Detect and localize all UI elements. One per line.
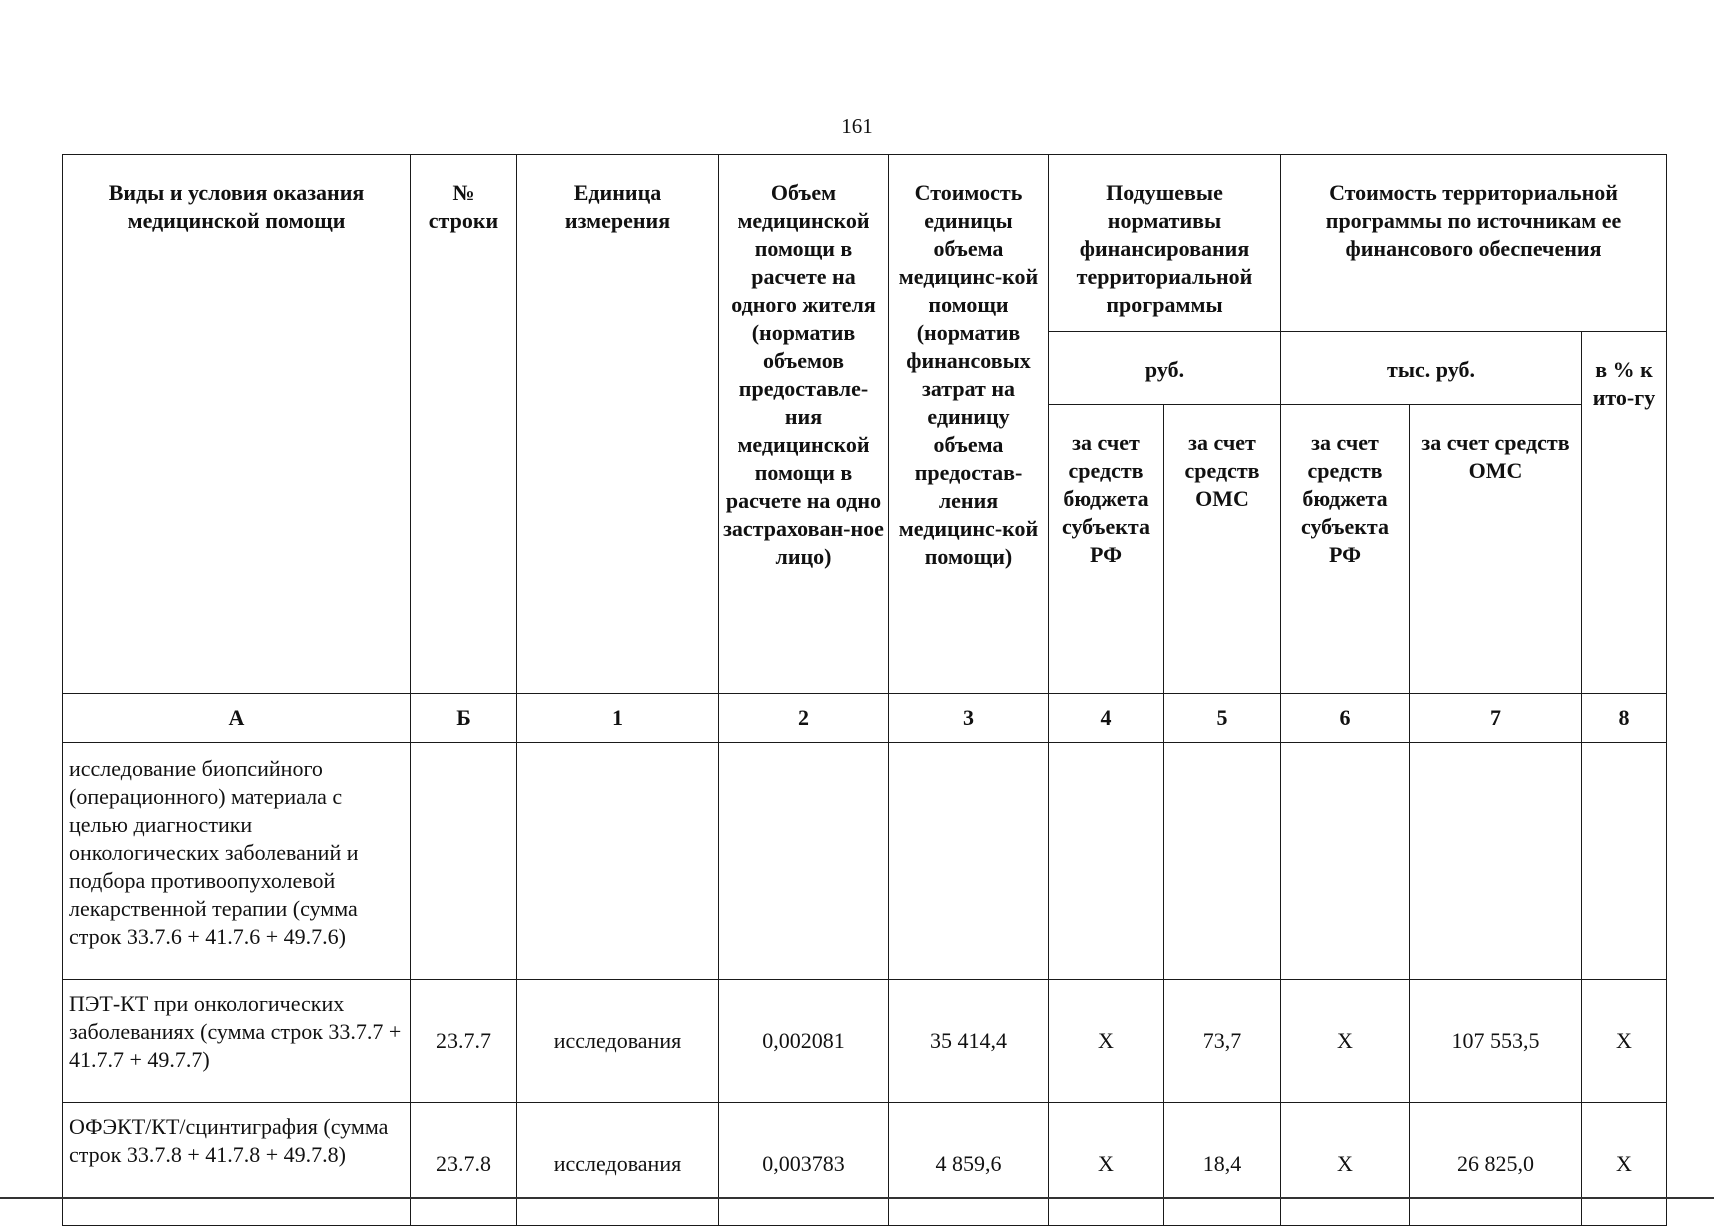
- header-col-5: за счет средств ОМС: [1164, 405, 1281, 694]
- row-cost: 35 414,4: [889, 980, 1049, 1103]
- index-cell: 6: [1281, 694, 1410, 743]
- row-name: ОФЭКТ/КТ/сцинтиграфия (сумма строк 33.7.8 + 41.7.8 + 49.7.8): [63, 1103, 411, 1226]
- row-col-5: 18,4: [1164, 1103, 1281, 1226]
- row-line: [411, 743, 517, 980]
- row-col-8: Х: [1582, 980, 1667, 1103]
- header-col-8: в % к ито-гу: [1582, 332, 1667, 694]
- index-cell: 7: [1410, 694, 1582, 743]
- index-cell: 5: [1164, 694, 1281, 743]
- row-name: ПЭТ-КТ при онкологических заболеваниях (сумма строк 33.7.7 + 41.7.7 + 49.7.7): [63, 980, 411, 1103]
- row-volume: 0,003783: [719, 1103, 889, 1226]
- row-col-4: Х: [1049, 980, 1164, 1103]
- row-col-7: 26 825,0: [1410, 1103, 1582, 1226]
- row-line: 23.7.7: [411, 980, 517, 1103]
- row-unit: исследования: [517, 1103, 719, 1226]
- index-cell: 1: [517, 694, 719, 743]
- table-row: [63, 980, 1667, 1103]
- bottom-rule: [0, 1197, 1714, 1199]
- row-line: 23.7.8: [411, 1103, 517, 1226]
- header-col-4: за счет средств бюджета субъекта РФ: [1049, 405, 1164, 694]
- index-cell: 4: [1049, 694, 1164, 743]
- row-col-6: Х: [1281, 980, 1410, 1103]
- header-col-3: Стоимость единицы объема медицинс-кой помощи (норматив финансовых затрат на единицу объема предостав-ления медицинс-кой помощи): [889, 155, 1049, 694]
- row-volume: 0,002081: [719, 980, 889, 1103]
- row-col-5: [1164, 743, 1281, 980]
- index-cell: Б: [411, 694, 517, 743]
- financing-table: [62, 154, 1667, 1226]
- index-cell: А: [63, 694, 411, 743]
- row-cost: [889, 743, 1049, 980]
- table-row: [63, 1103, 1667, 1226]
- row-unit: исследования: [517, 980, 719, 1103]
- index-cell: 2: [719, 694, 889, 743]
- row-name: исследование биопсийного (операционного) материала с целью диагностики онкологических заболеваний и подбора противоопухолевой лекарственной терапии (сумма строк 33.7.6 + 41.7.6 + 49.7.6): [63, 743, 411, 980]
- row-col-4: Х: [1049, 1103, 1164, 1226]
- row-col-4: [1049, 743, 1164, 980]
- row-col-8: [1582, 743, 1667, 980]
- header-unit-rub: руб.: [1049, 332, 1281, 405]
- index-row: [63, 694, 1667, 743]
- row-col-7: 107 553,5: [1410, 980, 1582, 1103]
- header-unit-thous: тыс. руб.: [1281, 332, 1582, 405]
- header-group-cost: Стоимость территориальной программы по источникам ее финансового обеспечения: [1281, 155, 1667, 332]
- header-row-1: [63, 155, 1667, 332]
- header-col-7: за счет средств ОМС: [1410, 405, 1582, 694]
- header-col-b: № строки: [411, 155, 517, 694]
- row-col-7: [1410, 743, 1582, 980]
- table-row: [63, 743, 1667, 980]
- row-volume: [719, 743, 889, 980]
- header-group-percap: Подушевые нормативы финансирования территориальной программы: [1049, 155, 1281, 332]
- row-col-5: 73,7: [1164, 980, 1281, 1103]
- index-cell: 3: [889, 694, 1049, 743]
- header-col-1: Единица измерения: [517, 155, 719, 694]
- header-col-a: Виды и условия оказания медицинской помощи: [63, 155, 411, 694]
- row-col-8: Х: [1582, 1103, 1667, 1226]
- row-unit: [517, 743, 719, 980]
- page-number: 161: [841, 114, 873, 138]
- index-cell: 8: [1582, 694, 1667, 743]
- row-col-6: Х: [1281, 1103, 1410, 1226]
- row-cost: 4 859,6: [889, 1103, 1049, 1226]
- header-col-6: за счет средств бюджета субъекта РФ: [1281, 405, 1410, 694]
- row-col-6: [1281, 743, 1410, 980]
- header-col-2: Объем медицинской помощи в расчете на одного жителя (норматив объемов предоставле-ния медицинской помощи в расчете на одно застрахован-ное лицо): [719, 155, 889, 694]
